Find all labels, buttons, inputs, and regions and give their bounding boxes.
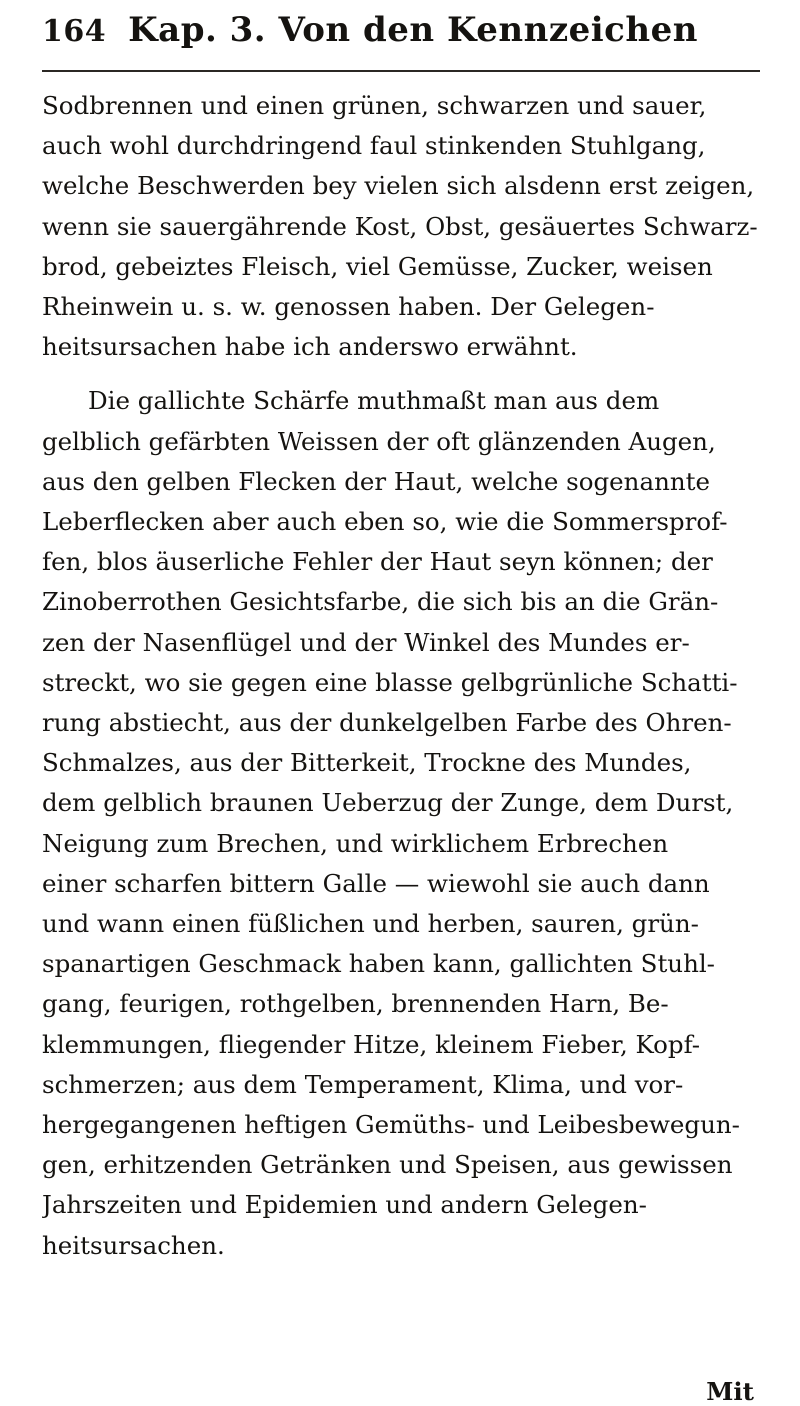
text-line: schmerzen; aus dem Temperament, Klima, und vor- [42, 1069, 684, 1099]
text-line: streckt, wo sie gegen eine blasse gelbgrünliche Schatti- [42, 667, 738, 697]
text-line: dem gelblich braunen Ueberzug der Zunge, dem Durst, [42, 788, 734, 818]
text-line: und wann einen füßlichen und herben, sauren, grün- [42, 909, 699, 939]
text-line: einer scharfen bittern Galle — wiewohl sie auch dann [42, 868, 710, 898]
body-text [42, 86, 760, 1266]
text-line: Neigung zum Brechen, und wirklichem Erbrechen [42, 828, 669, 858]
text-line: Leberflecken aber auch eben so, wie die Sommersprof- [42, 507, 728, 537]
page-number: 164 [42, 14, 107, 49]
text-line: fen, blos äuserliche Fehler der Haut seyn können; der [42, 547, 713, 577]
text-line: klemmungen, fliegender Hitze, kleinem Fieber, Kopf- [42, 1029, 701, 1059]
paragraph-2 [42, 381, 760, 1265]
text-line: Jahrszeiten und Epidemien und andern Gelegen- [42, 1190, 647, 1220]
text-line: Sodbrennen und einen grünen, schwarzen und sauer, [42, 91, 707, 120]
text-line: Die gallichte Schärfe muthmaßt man aus dem [88, 386, 660, 416]
text-line: gen, erhitzenden Getränken und Speisen, aus gewissen [42, 1150, 733, 1180]
chapter-title: Kap. 3. Von den Kennzeichen [128, 10, 698, 50]
text-line: gelblich gefärbten Weissen der oft glänzenden Augen, [42, 426, 716, 456]
text-line: welche Beschwerden bey vielen sich alsdenn erst zeigen, [42, 171, 755, 201]
text-line: brod, gebeiztes Fleisch, viel Gemüsse, Zucker, weisen [42, 251, 713, 281]
text-line: rung abstiecht, aus der dunkelgelben Farbe des Ohren- [42, 708, 732, 738]
text-line: spanartigen Geschmack haben kann, gallichten Stuhl- [42, 949, 715, 979]
text-line: auch wohl durchdringend faul stinkenden Stuhlgang, [42, 131, 706, 161]
text-line: heitsursachen habe ich anderswo erwähnt. [42, 332, 578, 362]
text-line: zen der Nasenflügel und der Winkel des Mundes er- [42, 627, 690, 657]
text-line: aus den gelben Flecken der Haut, welche sogenannte [42, 466, 710, 496]
catchword: Mit [706, 1377, 754, 1406]
text-line: hergegangenen heftigen Gemüths- und Leibesbewegun- [42, 1110, 740, 1140]
running-head [42, 10, 760, 72]
paragraph-1 [42, 86, 760, 367]
text-line: wenn sie sauergährende Kost, Obst, gesäuertes Schwarz- [42, 211, 758, 241]
text-line: heitsursachen. [42, 1230, 225, 1260]
text-line: gang, feurigen, rothgelben, brennenden Harn, Be- [42, 989, 669, 1019]
text-line: Rheinwein u. s. w. genossen haben. Der Gelegen- [42, 292, 655, 322]
text-line: Schmalzes, aus der Bitterkeit, Trockne des Mundes, [42, 748, 692, 778]
text-line: Zinoberrothen Gesichtsfarbe, die sich bis an die Grän- [42, 587, 719, 617]
